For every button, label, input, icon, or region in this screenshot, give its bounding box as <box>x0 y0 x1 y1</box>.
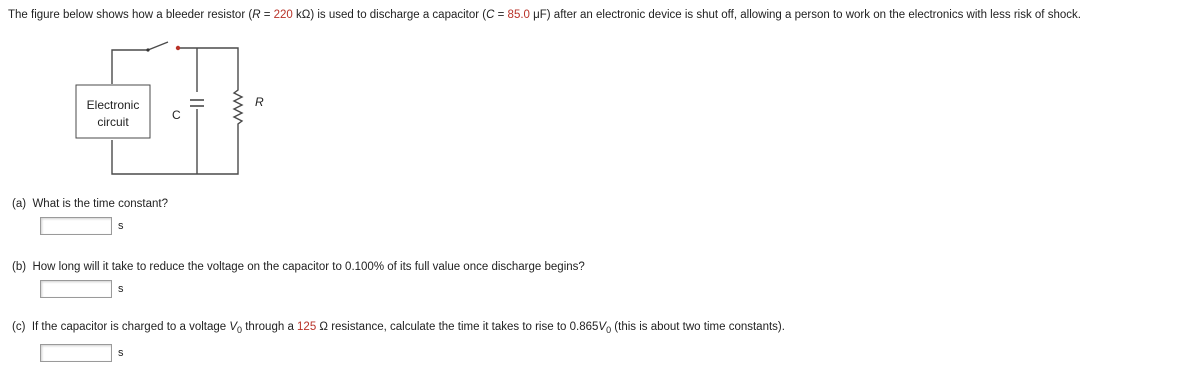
answer-c-row <box>40 344 124 362</box>
charging-resistance-value: 125 <box>297 321 317 333</box>
question-c: (c) If the capacitor is charged to a voltage $V_0$ through a 125 Ω resistance, calculate the time it takes to rise to $0.865V_0$ (this is about two time constants). <box>12 321 785 335</box>
resistance-value: 220 <box>273 9 293 21</box>
answer-b-input[interactable] <box>40 280 112 298</box>
capacitor-label: C <box>172 108 181 122</box>
capacitor-symbol <box>190 100 204 106</box>
answer-b-unit: s <box>118 283 124 295</box>
capacitance-value: 85.0 <box>507 9 530 21</box>
answer-a-row <box>40 217 124 235</box>
question-b: (b) How long will it take to reduce the voltage on the capacitor to 0.100% of its full value once discharge begins? <box>12 261 585 273</box>
problem-statement: The figure below shows how a bleeder resistor (R = 220 kΩ) is used to discharge a capacitor (C = 85.0 μF) after an electronic device is shut off, allowing a person to work on the electronics with less risk of shock. <box>8 9 1081 21</box>
circuit-box-label-line2: circuit <box>97 115 129 129</box>
answer-a-unit: s <box>118 220 124 232</box>
bleeder-circuit-diagram <box>70 36 270 186</box>
answer-a-input[interactable] <box>40 217 112 235</box>
answer-c-input[interactable] <box>40 344 112 362</box>
circuit-box-label-line1: Electronic <box>86 98 140 112</box>
answer-c-unit: s <box>118 347 124 359</box>
resistor-label: R <box>255 95 264 109</box>
answer-b-row <box>40 280 124 298</box>
question-a: (a) What is the time constant? <box>12 198 168 210</box>
